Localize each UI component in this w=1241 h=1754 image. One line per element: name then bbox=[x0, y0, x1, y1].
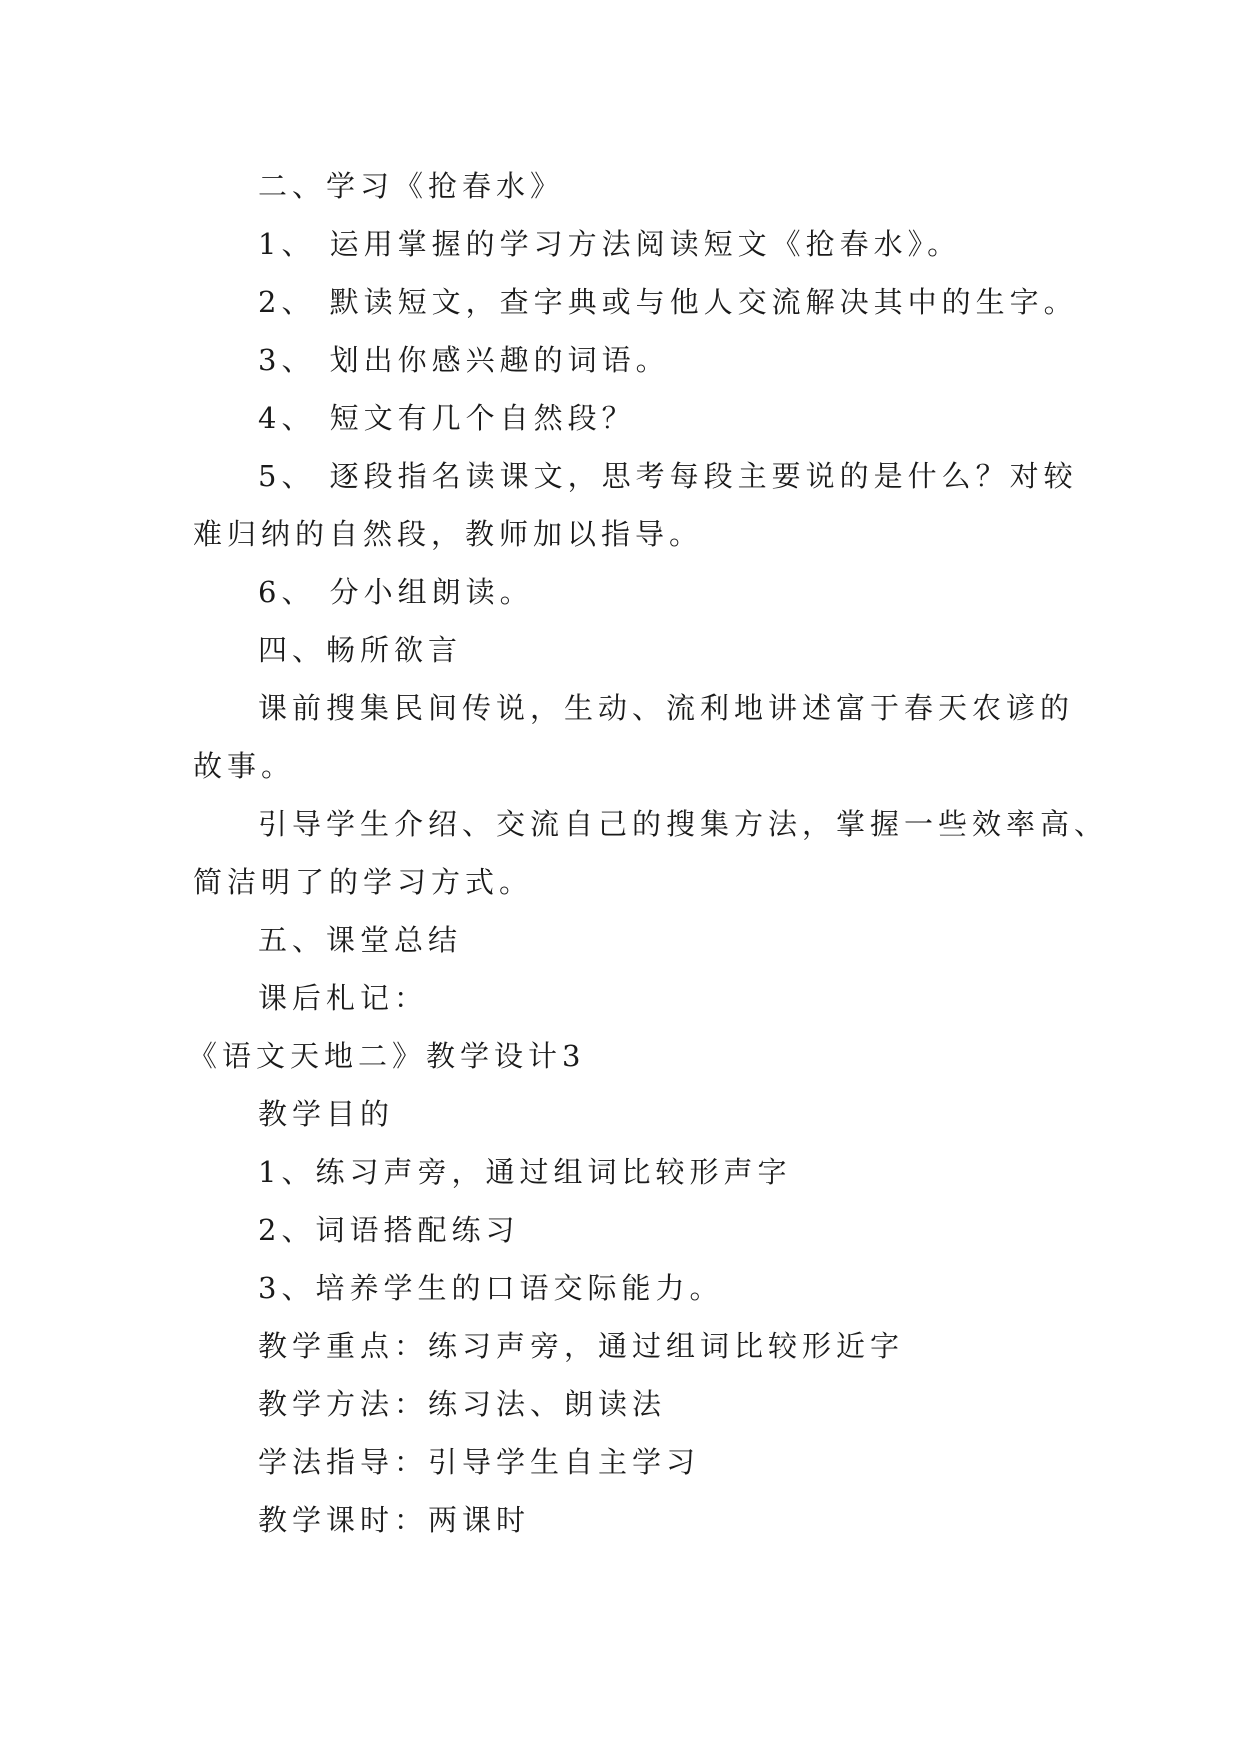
document-title: 《语文天地二》教学设计3 bbox=[188, 1039, 586, 1073]
step-5: 5、 逐段指名读课文，思考每段主要说的是什么？对较 bbox=[258, 459, 1078, 493]
step-6: 6、 分小组朗读。 bbox=[258, 575, 534, 609]
teaching-focus: 教学重点：练习声旁，通过组词比较形近字 bbox=[258, 1329, 905, 1363]
step-2: 2、 默读短文，查字典或与他人交流解决其中的生字。 bbox=[258, 285, 1078, 319]
paragraph-guide-students: 引导学生介绍、交流自己的搜集方法，掌握一些效率高、 bbox=[258, 807, 1109, 841]
teaching-objectives-heading: 教学目的 bbox=[258, 1097, 395, 1131]
step-5-continued: 难归纳的自然段，教师加以指导。 bbox=[193, 517, 704, 551]
section-heading-2: 二、学习《抢春水》 bbox=[258, 169, 565, 203]
paragraph-guide-students-continued: 简洁明了的学习方式。 bbox=[193, 865, 534, 899]
after-class-notes-label: 课后札记： bbox=[258, 981, 429, 1015]
paragraph-collect-stories-continued: 故事。 bbox=[193, 749, 296, 783]
section-heading-4: 四、畅所欲言 bbox=[258, 633, 463, 667]
objective-1: 1、练习声旁，通过组词比较形声字 bbox=[258, 1155, 792, 1189]
objective-2: 2、词语搭配练习 bbox=[258, 1213, 520, 1247]
objective-3: 3、培养学生的口语交际能力。 bbox=[258, 1271, 724, 1305]
teaching-methods: 教学方法：练习法、朗读法 bbox=[258, 1387, 667, 1421]
learning-guidance: 学法指导：引导学生自主学习 bbox=[258, 1445, 701, 1479]
paragraph-collect-stories: 课前搜集民间传说，生动、流利地讲述富于春天农谚的 bbox=[258, 691, 1075, 725]
section-heading-5: 五、课堂总结 bbox=[258, 923, 463, 957]
step-4: 4、 短文有几个自然段？ bbox=[258, 401, 636, 435]
class-hours: 教学课时：两课时 bbox=[258, 1503, 531, 1537]
step-1: 1、 运用掌握的学习方法阅读短文《抢春水》。 bbox=[258, 227, 962, 261]
step-3: 3、 划出你感兴趣的词语。 bbox=[258, 343, 670, 377]
